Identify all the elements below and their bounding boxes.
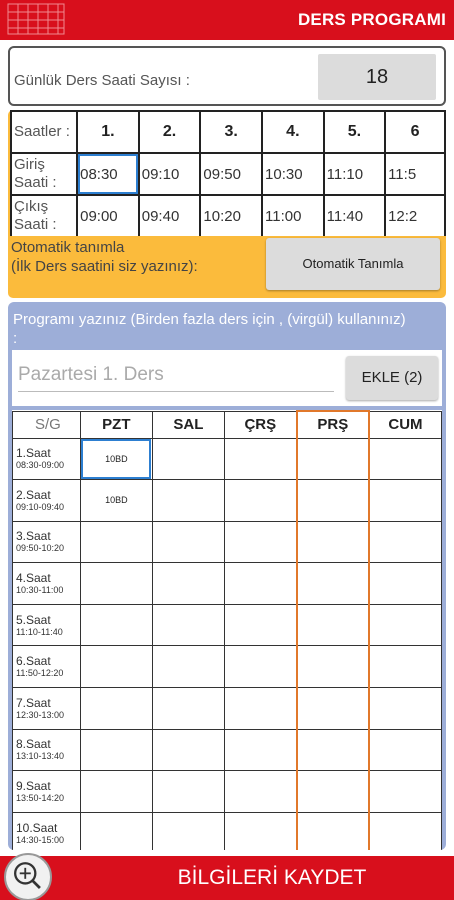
schedule-cell[interactable]: [152, 688, 224, 730]
schedule-cell[interactable]: [297, 480, 369, 522]
schedule-cell[interactable]: [152, 438, 224, 480]
schedule-cell[interactable]: [152, 729, 224, 771]
start-time-input-3[interactable]: 09:50: [200, 153, 262, 195]
period-label: 10.Saat: [16, 820, 58, 835]
schedule-row: [13, 729, 442, 771]
schedule-cell[interactable]: [297, 646, 369, 688]
schedule-cell[interactable]: [369, 563, 442, 605]
schedule-cell[interactable]: [297, 604, 369, 646]
schedule-row-header: [13, 688, 81, 730]
schedule-cell[interactable]: [224, 688, 296, 730]
period-label: 3.Saat: [16, 529, 51, 544]
schedule-cell[interactable]: 10BD: [80, 480, 152, 522]
schedule-row: [13, 771, 442, 813]
hour-column-4: 4.: [262, 111, 324, 153]
schedule-cell[interactable]: [297, 771, 369, 813]
schedule-cell[interactable]: [152, 604, 224, 646]
auto-define-label-line1: Otomatik tanımla: [11, 239, 125, 256]
schedule-cell[interactable]: [369, 438, 442, 480]
schedule-row-header: [13, 771, 81, 813]
top-bar: [0, 0, 454, 40]
schedule-row: [13, 480, 442, 522]
schedule-row-header: [13, 563, 81, 605]
schedule-row-header: [13, 521, 81, 563]
period-label: 6.Saat: [16, 654, 51, 669]
period-time: 12:30-13:00: [16, 709, 65, 720]
start-time-input-4[interactable]: 10:30: [262, 153, 324, 195]
period-time: 09:10-09:40: [16, 501, 65, 512]
schedule-cell[interactable]: [224, 812, 296, 850]
schedule-row-header: [13, 480, 81, 522]
end-time-input-6[interactable]: 12:2: [385, 195, 445, 236]
schedule-row: [13, 604, 442, 646]
schedule-cell[interactable]: [224, 604, 296, 646]
period-label: 1.Saat: [16, 446, 51, 461]
schedule-row: [13, 438, 442, 480]
period-time: 10:30-11:00: [16, 585, 64, 596]
schedule-cell[interactable]: [369, 729, 442, 771]
period-time: 14:30-15:00: [16, 834, 65, 845]
schedule-cell[interactable]: [80, 604, 152, 646]
schedule-cell[interactable]: [80, 688, 152, 730]
day-header-cum: CUM: [369, 411, 442, 438]
schedule-cell[interactable]: [297, 688, 369, 730]
period-time: 13:10-13:40: [16, 751, 65, 762]
day-header-sal: SAL: [152, 411, 224, 438]
daily-count-field[interactable]: 18: [318, 54, 436, 100]
period-label: 8.Saat: [16, 737, 51, 752]
period-time: 11:50-12:20: [16, 668, 64, 679]
add-button[interactable]: EKLE (2): [346, 356, 438, 400]
schedule-cell[interactable]: [224, 521, 296, 563]
schedule-cell[interactable]: [297, 729, 369, 771]
start-time-input-6[interactable]: 11:5: [385, 153, 445, 195]
start-time-input-1[interactable]: 08:30: [77, 153, 139, 195]
program-panel: [8, 302, 446, 850]
schedule-cell[interactable]: [369, 688, 442, 730]
schedule-cell[interactable]: [369, 604, 442, 646]
schedule-cell[interactable]: [369, 480, 442, 522]
zoom-in-icon[interactable]: [4, 853, 52, 900]
schedule-row: [13, 812, 442, 850]
bottom-bar: [0, 856, 454, 900]
schedule-row-header: [13, 604, 81, 646]
schedule-table: [12, 410, 442, 850]
end-time-row-label: Çıkış Saati :: [11, 195, 77, 236]
schedule-row-header: [13, 646, 81, 688]
schedule-cell[interactable]: [224, 771, 296, 813]
auto-define-label-line2: (İlk Ders saatini siz yazınız):: [11, 258, 198, 275]
schedule-cell[interactable]: [80, 771, 152, 813]
day-header-pzt: PZT: [80, 411, 152, 438]
schedule-cell[interactable]: [152, 521, 224, 563]
schedule-cell[interactable]: [224, 438, 296, 480]
schedule-cell[interactable]: [297, 563, 369, 605]
schedule-cell[interactable]: [152, 646, 224, 688]
program-instructions: Programı yazınız (Birden fazla ders için , (virgül) kullanınız) :: [13, 311, 406, 347]
schedule-row: [13, 688, 442, 730]
period-time: 08:30-09:00: [16, 460, 65, 471]
day-header-crs: ÇRŞ: [224, 411, 296, 438]
end-time-input-4[interactable]: 11:00: [262, 195, 324, 236]
schedule-row: [13, 563, 442, 605]
save-info-button[interactable]: BİLGİLERİ KAYDET: [177, 866, 367, 889]
schedule-cell[interactable]: [224, 729, 296, 771]
daily-count-panel: [8, 46, 446, 106]
schedule-corner: S/G: [13, 411, 81, 438]
schedule-cell[interactable]: [297, 521, 369, 563]
daily-count-label: Günlük Ders Saati Sayısı :: [14, 72, 190, 89]
hours-row-header: Saatler :: [11, 111, 77, 153]
lesson-input[interactable]: Pazartesi 1. Ders: [18, 360, 334, 392]
schedule-row-header: [13, 438, 81, 480]
hours-grid: [10, 110, 446, 236]
period-label: 2.Saat: [16, 487, 51, 502]
auto-define-button[interactable]: Otomatik Tanımla: [266, 238, 440, 290]
schedule-row: [13, 646, 442, 688]
schedule-cell[interactable]: [80, 646, 152, 688]
schedule-cell[interactable]: [297, 812, 369, 850]
schedule-cell[interactable]: [369, 771, 442, 813]
schedule-cell[interactable]: [80, 563, 152, 605]
schedule-header-row: [13, 411, 442, 438]
period-time: 11:10-11:40: [16, 626, 63, 637]
start-time-input-2[interactable]: 09:10: [139, 153, 201, 195]
schedule-cell[interactable]: [297, 438, 369, 480]
program-input-row: [12, 350, 442, 406]
end-time-input-3[interactable]: 10:20: [200, 195, 262, 236]
schedule-cell[interactable]: [224, 646, 296, 688]
period-time: 13:50-14:20: [16, 793, 65, 804]
period-label: 9.Saat: [16, 779, 51, 794]
schedule-cell[interactable]: [80, 812, 152, 850]
period-label: 7.Saat: [16, 695, 51, 710]
period-label: 5.Saat: [16, 612, 51, 627]
calendar-grid-icon: [6, 2, 66, 36]
schedule-row-header: [13, 729, 81, 771]
schedule-cell[interactable]: [80, 729, 152, 771]
start-time-input-5[interactable]: 11:10: [324, 153, 385, 195]
schedule-cell[interactable]: 10BD: [80, 438, 152, 480]
schedule-cell[interactable]: [80, 521, 152, 563]
end-time-input-5[interactable]: 11:40: [324, 195, 385, 236]
schedule-cell[interactable]: [369, 646, 442, 688]
period-label: 4.Saat: [16, 571, 51, 586]
schedule-cell[interactable]: [152, 812, 224, 850]
hour-column-6: 6: [385, 111, 445, 153]
schedule-cell[interactable]: [152, 480, 224, 522]
hours-panel: [8, 110, 446, 298]
end-time-input-2[interactable]: 09:40: [139, 195, 201, 236]
hour-column-3: 3.: [200, 111, 262, 153]
hour-column-1: 1.: [77, 111, 139, 153]
schedule-row: [13, 521, 442, 563]
schedule-cell[interactable]: [152, 771, 224, 813]
schedule-cell[interactable]: [152, 563, 224, 605]
hour-column-5: 5.: [324, 111, 385, 153]
hour-column-2: 2.: [139, 111, 201, 153]
schedule-cell[interactable]: [369, 521, 442, 563]
schedule-cell[interactable]: [224, 563, 296, 605]
start-time-row-label: Giriş Saati :: [11, 153, 77, 195]
page-title: DERS PROGRAMI: [297, 10, 446, 29]
period-time: 09:50-10:20: [16, 543, 65, 554]
schedule-cell[interactable]: [369, 812, 442, 850]
day-header-prs: PRŞ: [297, 411, 369, 438]
end-time-input-1[interactable]: 09:00: [77, 195, 139, 236]
schedule-cell[interactable]: [224, 480, 296, 522]
auto-define-label: [11, 238, 198, 276]
schedule-row-header: [13, 812, 81, 850]
